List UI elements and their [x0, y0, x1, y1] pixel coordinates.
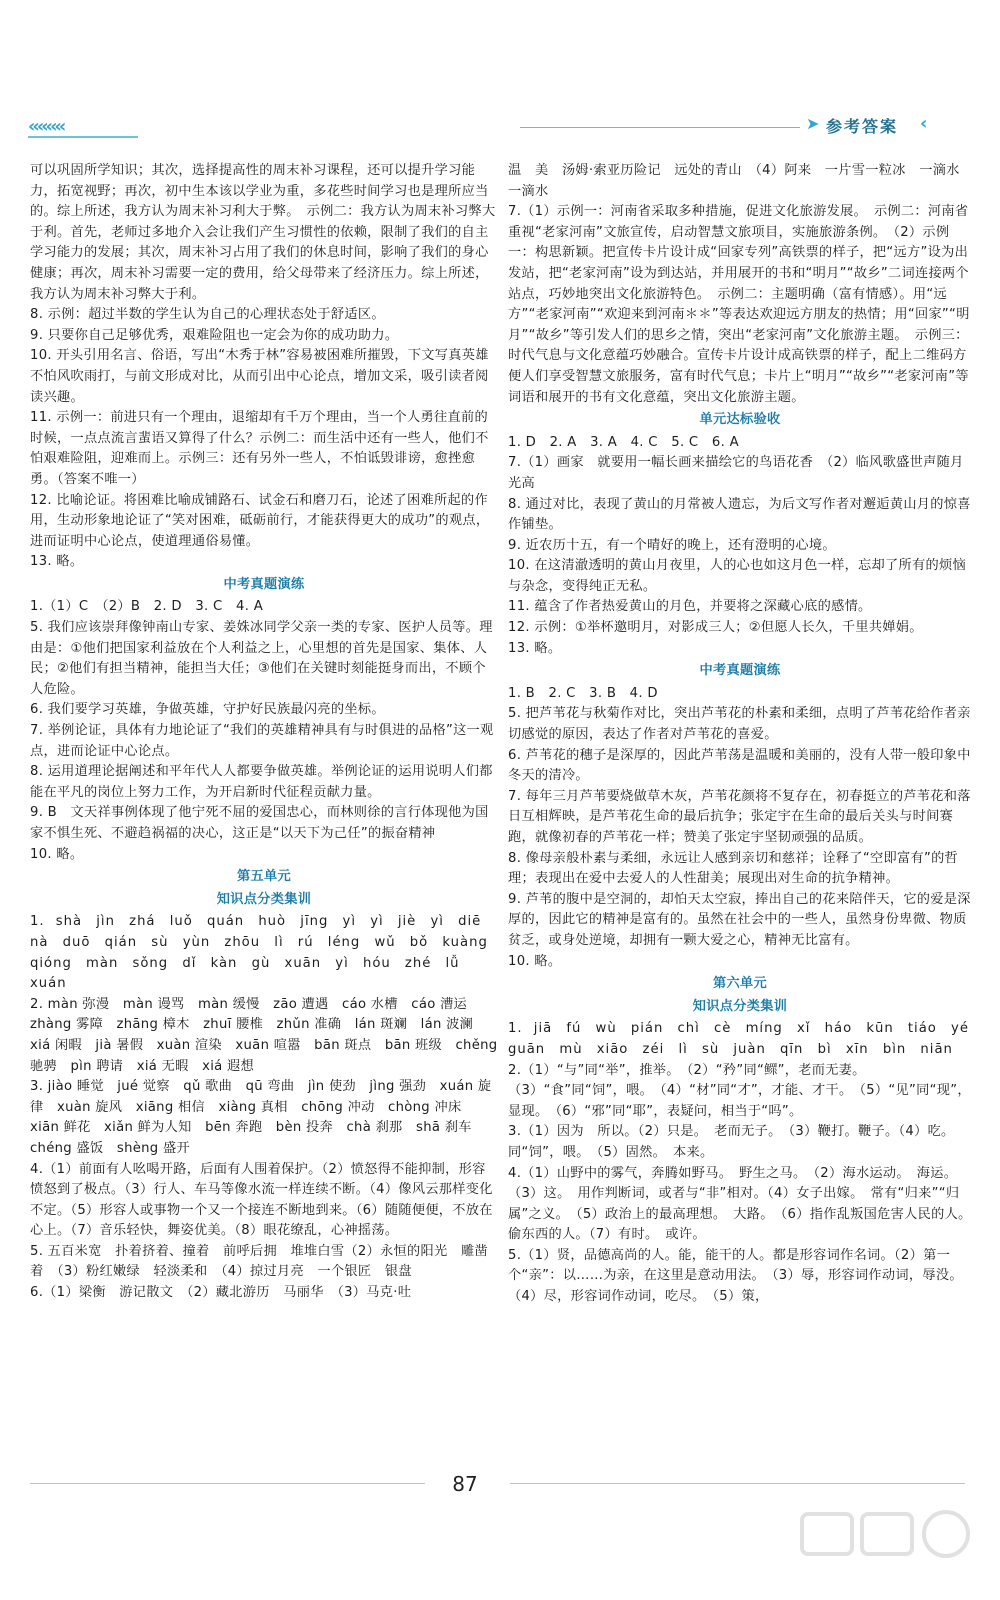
- answer-paragraph: 5.（1）贤，品德高尚的人。能，能干的人。都是形容词作名词。（2）第一个“亲”：以……为亲，在这里是意动用法。 （3）辱，形容词作动词，辱没。 （4）尽，形容词作动词，吃尽。 （5）策，: [508, 1247, 970, 1305]
- answer-paragraph: 2. màn 弥漫 màn 谩骂 màn 缓慢 zāo 遭遇 cáo 水槽 cáo 漕运 zhàng 雾障 zhāng 樟木 zhuī 腰椎 zhǔn 准确 lán 斑斓 lán 波澜 xiá 闲暇 jià 暑假 xuàn 渲染 xuān 喧嚣 bān 斑点 bān 班级 chěng 驰骋 pìn 聘请 xiá 无暇 xiá 遐想: [30, 996, 498, 1074]
- answer-paragraph: 12. 示例：①举杯邀明月，对影成三人；②但愿人长久，千里共婵娟。: [508, 620, 923, 636]
- answer-paragraph: 7. 举例论证，具体有力地论证了“我们的英雄精神具有与时俱进的品格”这一观点，进而论证中心论点。: [30, 723, 494, 759]
- answer-paragraph: 6. 芦苇花的穗子是深厚的，因此芦苇荡是温暖和美丽的，没有人带一般印象中冬天的清冷。: [508, 747, 971, 784]
- answer-paragraph: 9. 芦苇的腹中是空洞的，却怕天太空寂，捧出自己的花来陪伴天，它的爱是深厚的，因此它的精神是富有的。虽然在社会中的一些人，虽然身份卑微、物质贫乏，或身处逆境，却拥有一颗大爱之心，精神无比富有。: [508, 891, 971, 948]
- section-heading: 中考真题演练: [223, 576, 305, 592]
- answer-paragraph: 12. 比喻论证。将困难比喻成铺路石、试金石和磨刀石，论述了困难所起的作用，生动形象地论证了“笑对困难，砥砺前行，才能获得更大的成功”的观点，进而证明中心论点，使道理通俗易懂。: [30, 492, 490, 549]
- answer-paragraph: 6.（1）梁衡 游记散文 （2）藏北游历 马丽华 （3）马克·吐: [30, 1285, 412, 1301]
- answer-paragraph: 8. 示例：超过半数的学生认为自己的心理状态处于舒适区。: [30, 307, 385, 323]
- section-heading: 中考真题演练: [699, 663, 781, 679]
- footer-rule-left: [30, 1483, 425, 1484]
- answer-paragraph: 6. 我们要学习英雄，争做英雄，守护好民族最闪亮的坐标。: [30, 702, 385, 718]
- answer-paragraph: 1. B 2. C 3. B 4. D: [508, 685, 658, 701]
- answer-paragraph: 10. 在这清澈透明的黄山月夜里，人的心也如这月色一样，忘却了所有的烦恼与杂念，变得纯正无私。: [508, 558, 966, 594]
- header-rule-right: [520, 127, 800, 128]
- footer-rule-right: [510, 1483, 965, 1484]
- answer-paragraph: 1.（1）C （2）B 2. D 3. C 4. A: [30, 599, 264, 615]
- answer-paragraph: 7.（1）画家 就要用一幅长画来描绘它的鸟语花香 （2）临风歌盛世声随月光高: [508, 455, 964, 491]
- answer-paragraph: 4.（1）前面有人吆喝开路，后面有人围着保护。（2）愤怒得不能抑制，形容愤怒到了极点。（3）行人、车马等像水流一样连续不断。（4）像风云那样变化不定。（5）形容人或事物一个又一个接连不断地到来。（6）随随便便，不放在心上。（7）音乐轻快，舞姿优美。（8）眼花缭乱，心神摇荡。: [30, 1161, 493, 1239]
- answer-paragraph: 温 美 汤姆·索亚历险记 远处的青山 （4）阿来 一片雪一粒冰 一滴水 一滴水: [508, 163, 974, 199]
- section-heading: 知识点分类集训: [216, 891, 312, 907]
- pinyin-answer: 1. shà jìn zhá luǒ quán huò jīng yì yì jiè yì diē nà duō qián sù yùn zhōu lì rú léng wǔ bǒ kuàng qióng màn sǒng dǐ kàn gù xuān yì hóu zhé lǚ xuán: [30, 914, 503, 992]
- answer-paragraph: 5. 五百米宽 扑着挤着、撞着 前呼后拥 堆堆白雪（2）永恒的阳光 雕凿着 （3）粉红嫩绿 轻淡柔和 （4）掠过月亮 一个银匠 银盘: [30, 1243, 488, 1280]
- header-rule-left: [28, 136, 138, 138]
- answer-paragraph: 8. 通过对比，表现了黄山的月常被人遗忘，为后文写作者对邂逅黄山月的惊喜作铺垫。: [508, 496, 971, 533]
- page-header: [0, 100, 1000, 140]
- page-number: 87: [452, 1472, 478, 1496]
- answer-paragraph: 8. 运用道理论据阐述和平年代人人都要争做英雄。举例论证的运用说明人们都能在平凡的岗位上努力工作，为开启新时代征程贡献力量。: [30, 764, 493, 800]
- watermark-logo: [798, 1506, 988, 1592]
- answer-paragraph: 11. 示例一：前进只有一个理由，退缩却有千万个理由，当一个人勇往直前的时候，一点点流言蜚语又算得了什么？示例二：而生活中还有一些人，他们不怕艰难险阻，迎难而上。示例三：还有另外一些人，不怕诋毁诽谤，愈挫愈勇。（答案不唯一）: [30, 410, 489, 487]
- header-title: 参考答案: [826, 117, 899, 136]
- answer-paragraph: 8. 像母亲般朴素与柔细，永远让人感到亲切和慈祥；诠释了“空即富有”的哲理；表现出在爱中去爱人的人性甜美；展现出对生命的抗争精神。: [508, 850, 959, 887]
- section-heading: 知识点分类集训: [692, 998, 788, 1014]
- answer-paragraph: 13. 略。: [508, 640, 562, 656]
- right-column: [508, 161, 984, 1308]
- chevron-left-decoration-icon: ‹‹‹‹‹‹‹‹: [28, 116, 64, 137]
- answer-paragraph: 3. jiào 睡觉 jué 觉察 qǔ 歌曲 qū 弯曲 jìn 使劲 jìng 强劲 xuán 旋律 xuàn 旋风 xiāng 相信 xiàng 真相 chōng 冲动 chòng 冲床 xiān 鲜花 xiǎn 鲜为人知 bēn 奔跑 bèn 投奔 chà 刹那 shā 刹车 chéng 盛饭 shèng 盛开: [30, 1079, 492, 1156]
- section-heading: 单元达标验收: [699, 412, 781, 428]
- answer-paragraph: 7.（1）示例一：河南省采取多种措施，促进文化旅游发展。 示例二：河南省重视“老家河南”文旅宣传，启动智慧文旅项目，实施旅游条例。 （2）示例一：构思新颖。把宣传卡片设计成“回家专列”高铁票的样子，把“远方”设为出发站，把“老家河南”设为到达站，并用展开的书和“明月”“故乡”二词连接两个站点，巧妙地突出文化旅游特色。 示例二：主题明确（富有情感）。用“远方”“老家河南”“欢迎来到河南＊＊”等表达欢迎远方朋友的热情；用“回家”“明月”“故乡”等引发人们的思乡之情，突出“老家河南”文化旅游主题。 示例三：时代气息与文化意蕴巧妙融合。宣传卡片设计成高铁票的样子，配上二维码方便人们享受智慧文旅服务，富有时代气息；卡片上“明月”“故乡”“老家河南”等词语和展开的书有文化意蕴，突出文化旅游主题。: [508, 204, 970, 405]
- answer-paragraph: 3.（1）因为 所以。（2）只是。 老而无子。 （3）鞭打。鞭子。（4）吃。 同“饲”，喂。 （5）固然。 本来。: [508, 1124, 962, 1160]
- answer-paragraph: 5. 我们应该崇拜像钟南山专家、姜姝冰同学父亲一类的专家、医护人员等。理由是：①他们把国家利益放在个人利益之上，心里想的首先是国家、集体、人民；②他们有担当精神，能担当大任；③他们在关键时刻能挺身而出，不顾个人危险。: [30, 620, 493, 697]
- answer-paragraph: 10. 开头引用名言、俗语，写出“木秀于林”容易被困难所摧毁，下文写真英雄不怕风吹雨打，与前文形成对比，从而引出中心论点，增加文采，吸引读者阅读兴趣。: [30, 348, 489, 405]
- answer-paragraph: 7. 每年三月芦苇要烧做草木灰，芦苇花颜将不复存在，初春挺立的芦苇花和落日互相辉映，是芦苇花生命的最后抗争；张定宇在生命的最后关头与时间赛跑，就像初春的芦苇花一样；赞美了张定宇坚韧顽强的品质。: [508, 788, 971, 845]
- answer-paragraph: 可以巩固所学知识；其次，选择提高性的周末补习课程，还可以提升学习能力，拓宽视野；再次，初中生本该以学业为重，多花些时间学习也是理所应当的。综上所述，我方认为周末补习利大于弊。 示例二：我方认为周末补习弊大于利。首先，老师过多地介入会让我们产生习惯性的依赖，限制了我们的自主学习能力的发展；其次，周末补习占用了我们的休息时间，影响了我们的身心健康；再次，周末补习需要一定的费用，给父母带来了经济压力。综上所述，我方认为周末补习弊大于利。: [30, 163, 496, 302]
- pinyin-answer: 1. jiā fú wù pián chì cè míng xǐ háo kūn tiáo yé guān mù xiāo zéi lì sù juàn qīn bì xīn bìn niān: [508, 1021, 984, 1057]
- answer-paragraph: 9. 近农历十五，有一个晴好的晚上，还有澄明的心境。: [508, 537, 836, 553]
- answer-paragraph: 1. D 2. A 3. A 4. C 5. C 6. A: [508, 434, 739, 450]
- answer-paragraph: 13. 略。: [30, 554, 84, 570]
- answer-paragraph: 10. 略。: [508, 953, 562, 969]
- answer-paragraph: 9. B 文天祥事例体现了他宁死不屈的爱国忠心，而林则徐的言行体现他为国家不惧生死、不避趋祸福的决心，这正是“以天下为己任”的振奋精神: [30, 805, 489, 841]
- answer-paragraph: 9. 只要你自己足够优秀，艰难险阻也一定会为你的成功助力。: [30, 327, 399, 343]
- section-heading: 第五单元: [237, 869, 291, 885]
- answer-paragraph: 2.（1）“与”同“举”，推举。 （2）“矜”同“鳏”，老而无妻。（3）“食”同“饲”，喂。 （4）“材”同“才”，才能、才干。 （5）“见”同“现”，显现。 （6）“邪”同“耶”，表疑问，相当于“吗”。: [508, 1062, 971, 1119]
- answer-paragraph: 11. 蕴含了作者热爱黄山的月色，并要将之深藏心底的感情。: [508, 599, 872, 615]
- answer-paragraph: 10. 略。: [30, 846, 84, 862]
- answer-paragraph: 5. 把芦苇花与秋菊作对比，突出芦苇花的朴素和柔细，点明了芦苇花给作者亲切感觉的原因，表达了作者对芦苇花的喜爱。: [508, 706, 971, 743]
- answer-paragraph: 4.（1）山野中的雾气，奔腾如野马。 野生之马。 （2）海水运动。 海运。 （3）这。 用作判断词，或者与“非”相对。（4）女子出嫁。 常有“归来”“归属”之义。 （5）政治上的最高理想。 大路。 （6）指作乱叛国危害人民的人。 偷东西的人。（7）有时。 或许。: [508, 1165, 979, 1243]
- section-heading: 第六单元: [713, 976, 767, 992]
- left-column: [30, 161, 503, 1304]
- chevron-left-icon: ‹: [920, 113, 928, 134]
- arrow-right-icon: ➤: [806, 114, 820, 133]
